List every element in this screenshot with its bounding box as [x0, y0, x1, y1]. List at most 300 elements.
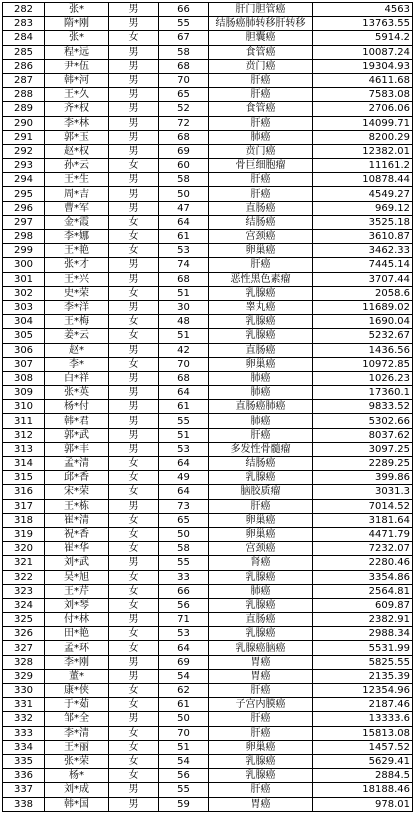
table-row[interactable]	[3, 740, 413, 754]
gender-cell[interactable]: 男	[109, 88, 159, 102]
diagnosis-cell[interactable]: 结肠癌肺转移肝转移	[209, 17, 313, 31]
amount-cell[interactable]: 13333.6	[313, 712, 413, 726]
age-cell[interactable]: 55	[159, 783, 209, 797]
patient-name-cell[interactable]: 崔*清	[45, 513, 109, 527]
amount-cell[interactable]: 17360.1	[313, 386, 413, 400]
patient-name-cell[interactable]: 孟*环	[45, 641, 109, 655]
patient-name-cell[interactable]: 金*霞	[45, 215, 109, 229]
row-number-cell[interactable]: 331	[3, 698, 45, 712]
gender-cell[interactable]: 女	[109, 570, 159, 584]
gender-cell[interactable]: 女	[109, 542, 159, 556]
diagnosis-cell[interactable]: 肝癌	[209, 73, 313, 87]
gender-cell[interactable]: 女	[109, 471, 159, 485]
diagnosis-cell[interactable]: 肝癌	[209, 428, 313, 442]
patient-name-cell[interactable]: 王*丽	[45, 740, 109, 754]
amount-cell[interactable]: 1436.56	[313, 343, 413, 357]
row-number-cell[interactable]: 313	[3, 442, 45, 456]
patient-name-cell[interactable]: 李*林	[45, 116, 109, 130]
gender-cell[interactable]: 男	[109, 442, 159, 456]
amount-cell[interactable]: 3031.3	[313, 485, 413, 499]
amount-cell[interactable]: 978.01	[313, 797, 413, 811]
age-cell[interactable]: 71	[159, 613, 209, 627]
diagnosis-cell[interactable]: 贲门癌	[209, 59, 313, 73]
diagnosis-cell[interactable]: 结肠癌	[209, 457, 313, 471]
gender-cell[interactable]: 女	[109, 584, 159, 598]
age-cell[interactable]: 58	[159, 542, 209, 556]
gender-cell[interactable]: 男	[109, 371, 159, 385]
age-cell[interactable]: 30	[159, 300, 209, 314]
diagnosis-cell[interactable]: 乳腺癌	[209, 471, 313, 485]
amount-cell[interactable]: 7583.08	[313, 88, 413, 102]
row-number-cell[interactable]: 305	[3, 329, 45, 343]
patient-name-cell[interactable]: 王*久	[45, 88, 109, 102]
amount-cell[interactable]: 2382.91	[313, 613, 413, 627]
gender-cell[interactable]: 男	[109, 201, 159, 215]
patient-name-cell[interactable]: 韩*国	[45, 797, 109, 811]
diagnosis-cell[interactable]: 骨巨细胞瘤	[209, 159, 313, 173]
gender-cell[interactable]: 女	[109, 286, 159, 300]
row-number-cell[interactable]: 327	[3, 641, 45, 655]
row-number-cell[interactable]: 329	[3, 669, 45, 683]
amount-cell[interactable]: 2187.46	[313, 698, 413, 712]
age-cell[interactable]: 55	[159, 17, 209, 31]
table-row[interactable]	[3, 45, 413, 59]
row-number-cell[interactable]: 286	[3, 59, 45, 73]
age-cell[interactable]: 69	[159, 144, 209, 158]
amount-cell[interactable]: 3181.64	[313, 513, 413, 527]
age-cell[interactable]: 55	[159, 414, 209, 428]
row-number-cell[interactable]: 307	[3, 357, 45, 371]
row-number-cell[interactable]: 306	[3, 343, 45, 357]
age-cell[interactable]: 66	[159, 3, 209, 17]
age-cell[interactable]: 54	[159, 754, 209, 768]
table-row[interactable]	[3, 371, 413, 385]
table-row[interactable]	[3, 116, 413, 130]
age-cell[interactable]: 64	[159, 386, 209, 400]
amount-cell[interactable]: 969.12	[313, 201, 413, 215]
diagnosis-cell[interactable]: 胃癌	[209, 655, 313, 669]
row-number-cell[interactable]: 284	[3, 31, 45, 45]
table-row[interactable]	[3, 386, 413, 400]
gender-cell[interactable]: 女	[109, 527, 159, 541]
diagnosis-cell[interactable]: 乳腺癌	[209, 754, 313, 768]
gender-cell[interactable]: 女	[109, 457, 159, 471]
table-row[interactable]	[3, 598, 413, 612]
age-cell[interactable]: 61	[159, 230, 209, 244]
row-number-cell[interactable]: 308	[3, 371, 45, 385]
row-number-cell[interactable]: 292	[3, 144, 45, 158]
diagnosis-cell[interactable]: 乳腺癌	[209, 329, 313, 343]
amount-cell[interactable]: 5232.67	[313, 329, 413, 343]
patient-name-cell[interactable]: 崔*华	[45, 542, 109, 556]
age-cell[interactable]: 42	[159, 343, 209, 357]
diagnosis-cell[interactable]: 胃癌	[209, 797, 313, 811]
amount-cell[interactable]: 5629.41	[313, 754, 413, 768]
amount-cell[interactable]: 1690.04	[313, 315, 413, 329]
patient-name-cell[interactable]: 赵*	[45, 343, 109, 357]
age-cell[interactable]: 58	[159, 173, 209, 187]
diagnosis-cell[interactable]: 肺癌	[209, 130, 313, 144]
table-row[interactable]	[3, 201, 413, 215]
table-row[interactable]	[3, 556, 413, 570]
table-row[interactable]	[3, 159, 413, 173]
row-number-cell[interactable]: 332	[3, 712, 45, 726]
gender-cell[interactable]: 男	[109, 343, 159, 357]
table-row[interactable]	[3, 315, 413, 329]
amount-cell[interactable]: 14099.71	[313, 116, 413, 130]
row-number-cell[interactable]: 334	[3, 740, 45, 754]
patient-name-cell[interactable]: 李*清	[45, 726, 109, 740]
patient-name-cell[interactable]: 孟*清	[45, 457, 109, 471]
amount-cell[interactable]: 10878.44	[313, 173, 413, 187]
age-cell[interactable]: 68	[159, 272, 209, 286]
table-row[interactable]	[3, 300, 413, 314]
amount-cell[interactable]: 8200.29	[313, 130, 413, 144]
age-cell[interactable]: 59	[159, 797, 209, 811]
table-row[interactable]	[3, 357, 413, 371]
patient-name-cell[interactable]: 刘*成	[45, 783, 109, 797]
row-number-cell[interactable]: 324	[3, 598, 45, 612]
table-row[interactable]	[3, 414, 413, 428]
gender-cell[interactable]: 男	[109, 499, 159, 513]
diagnosis-cell[interactable]: 肝癌	[209, 499, 313, 513]
patient-name-cell[interactable]: 邹*全	[45, 712, 109, 726]
gender-cell[interactable]: 男	[109, 428, 159, 442]
age-cell[interactable]: 51	[159, 740, 209, 754]
table-row[interactable]	[3, 769, 413, 783]
row-number-cell[interactable]: 290	[3, 116, 45, 130]
patient-name-cell[interactable]: 王*生	[45, 173, 109, 187]
age-cell[interactable]: 53	[159, 244, 209, 258]
row-number-cell[interactable]: 322	[3, 570, 45, 584]
age-cell[interactable]: 62	[159, 684, 209, 698]
table-row[interactable]	[3, 286, 413, 300]
diagnosis-cell[interactable]: 多发性骨髓瘤	[209, 442, 313, 456]
patient-name-cell[interactable]: 周*吉	[45, 187, 109, 201]
age-cell[interactable]: 64	[159, 457, 209, 471]
gender-cell[interactable]: 男	[109, 414, 159, 428]
patient-name-cell[interactable]: 祝*香	[45, 527, 109, 541]
diagnosis-cell[interactable]: 肝癌	[209, 258, 313, 272]
patient-name-cell[interactable]: 杨*付	[45, 400, 109, 414]
gender-cell[interactable]: 男	[109, 400, 159, 414]
age-cell[interactable]: 49	[159, 471, 209, 485]
patient-name-cell[interactable]: 刘*琴	[45, 598, 109, 612]
amount-cell[interactable]: 399.86	[313, 471, 413, 485]
row-number-cell[interactable]: 300	[3, 258, 45, 272]
age-cell[interactable]: 67	[159, 31, 209, 45]
diagnosis-cell[interactable]: 乳腺癌	[209, 627, 313, 641]
table-row[interactable]	[3, 442, 413, 456]
gender-cell[interactable]: 女	[109, 329, 159, 343]
patient-name-cell[interactable]: 李*	[45, 357, 109, 371]
table-row[interactable]	[3, 457, 413, 471]
patient-name-cell[interactable]: 齐*权	[45, 102, 109, 116]
patient-name-cell[interactable]: 李*洋	[45, 300, 109, 314]
table-row[interactable]	[3, 144, 413, 158]
patient-name-cell[interactable]: 韩*君	[45, 414, 109, 428]
gender-cell[interactable]: 男	[109, 116, 159, 130]
amount-cell[interactable]: 3707.44	[313, 272, 413, 286]
age-cell[interactable]: 64	[159, 485, 209, 499]
table-row[interactable]	[3, 3, 413, 17]
amount-cell[interactable]: 2058.6	[313, 286, 413, 300]
diagnosis-cell[interactable]: 肺癌	[209, 584, 313, 598]
amount-cell[interactable]: 12354.96	[313, 684, 413, 698]
gender-cell[interactable]: 男	[109, 173, 159, 187]
row-number-cell[interactable]: 315	[3, 471, 45, 485]
amount-cell[interactable]: 1026.23	[313, 371, 413, 385]
table-row[interactable]	[3, 627, 413, 641]
row-number-cell[interactable]: 282	[3, 3, 45, 17]
table-row[interactable]	[3, 428, 413, 442]
patient-name-cell[interactable]: 于*茹	[45, 698, 109, 712]
amount-cell[interactable]: 4563	[313, 3, 413, 17]
age-cell[interactable]: 50	[159, 527, 209, 541]
gender-cell[interactable]: 男	[109, 272, 159, 286]
age-cell[interactable]: 70	[159, 357, 209, 371]
patient-name-cell[interactable]: 郭*丰	[45, 442, 109, 456]
amount-cell[interactable]: 4549.27	[313, 187, 413, 201]
amount-cell[interactable]: 13763.55	[313, 17, 413, 31]
table-row[interactable]	[3, 102, 413, 116]
patient-name-cell[interactable]: 张*英	[45, 386, 109, 400]
table-row[interactable]	[3, 130, 413, 144]
diagnosis-cell[interactable]: 食管癌	[209, 102, 313, 116]
table-row[interactable]	[3, 513, 413, 527]
patient-name-cell[interactable]: 董*	[45, 669, 109, 683]
row-number-cell[interactable]: 317	[3, 499, 45, 513]
patient-name-cell[interactable]: 王*梅	[45, 315, 109, 329]
gender-cell[interactable]: 男	[109, 386, 159, 400]
row-number-cell[interactable]: 310	[3, 400, 45, 414]
patient-name-cell[interactable]: 杨*	[45, 769, 109, 783]
diagnosis-cell[interactable]: 贲门癌	[209, 144, 313, 158]
gender-cell[interactable]: 男	[109, 102, 159, 116]
amount-cell[interactable]: 2135.39	[313, 669, 413, 683]
table-row[interactable]	[3, 17, 413, 31]
table-row[interactable]	[3, 584, 413, 598]
diagnosis-cell[interactable]: 乳腺癌	[209, 570, 313, 584]
table-row[interactable]	[3, 258, 413, 272]
row-number-cell[interactable]: 291	[3, 130, 45, 144]
row-number-cell[interactable]: 302	[3, 286, 45, 300]
diagnosis-cell[interactable]: 卵巢癌	[209, 357, 313, 371]
patient-name-cell[interactable]: 赵*权	[45, 144, 109, 158]
patient-name-cell[interactable]: 李*刚	[45, 655, 109, 669]
table-row[interactable]	[3, 527, 413, 541]
age-cell[interactable]: 65	[159, 88, 209, 102]
amount-cell[interactable]: 609.87	[313, 598, 413, 612]
patient-name-cell[interactable]: 王*芹	[45, 584, 109, 598]
age-cell[interactable]: 60	[159, 159, 209, 173]
row-number-cell[interactable]: 321	[3, 556, 45, 570]
row-number-cell[interactable]: 326	[3, 627, 45, 641]
age-cell[interactable]: 58	[159, 45, 209, 59]
diagnosis-cell[interactable]: 乳腺癌	[209, 286, 313, 300]
amount-cell[interactable]: 3462.33	[313, 244, 413, 258]
row-number-cell[interactable]: 311	[3, 414, 45, 428]
diagnosis-cell[interactable]: 肝癌	[209, 712, 313, 726]
table-row[interactable]	[3, 31, 413, 45]
age-cell[interactable]: 56	[159, 769, 209, 783]
amount-cell[interactable]: 4471.79	[313, 527, 413, 541]
age-cell[interactable]: 68	[159, 371, 209, 385]
diagnosis-cell[interactable]: 乳腺癌	[209, 598, 313, 612]
row-number-cell[interactable]: 294	[3, 173, 45, 187]
gender-cell[interactable]: 女	[109, 513, 159, 527]
table-row[interactable]	[3, 641, 413, 655]
row-number-cell[interactable]: 309	[3, 386, 45, 400]
row-number-cell[interactable]: 319	[3, 527, 45, 541]
diagnosis-cell[interactable]: 子宫内膜癌	[209, 698, 313, 712]
gender-cell[interactable]: 男	[109, 187, 159, 201]
patient-name-cell[interactable]: 张*才	[45, 258, 109, 272]
amount-cell[interactable]: 10087.24	[313, 45, 413, 59]
gender-cell[interactable]: 男	[109, 73, 159, 87]
age-cell[interactable]: 64	[159, 641, 209, 655]
table-row[interactable]	[3, 542, 413, 556]
gender-cell[interactable]: 男	[109, 144, 159, 158]
diagnosis-cell[interactable]: 卵巢癌	[209, 527, 313, 541]
diagnosis-cell[interactable]: 乳腺癌	[209, 769, 313, 783]
diagnosis-cell[interactable]: 肝癌	[209, 783, 313, 797]
amount-cell[interactable]: 3610.87	[313, 230, 413, 244]
row-number-cell[interactable]: 335	[3, 754, 45, 768]
diagnosis-cell[interactable]: 宫颈癌	[209, 542, 313, 556]
diagnosis-cell[interactable]: 结肠癌	[209, 215, 313, 229]
amount-cell[interactable]: 7014.52	[313, 499, 413, 513]
age-cell[interactable]: 68	[159, 59, 209, 73]
patient-name-cell[interactable]: 张*	[45, 31, 109, 45]
gender-cell[interactable]: 男	[109, 130, 159, 144]
gender-cell[interactable]: 女	[109, 244, 159, 258]
patient-name-cell[interactable]: 付*林	[45, 613, 109, 627]
amount-cell[interactable]: 5914.2	[313, 31, 413, 45]
amount-cell[interactable]: 7232.07	[313, 542, 413, 556]
diagnosis-cell[interactable]: 肝癌	[209, 187, 313, 201]
table-row[interactable]	[3, 173, 413, 187]
row-number-cell[interactable]: 288	[3, 88, 45, 102]
amount-cell[interactable]: 1457.52	[313, 740, 413, 754]
amount-cell[interactable]: 9833.52	[313, 400, 413, 414]
row-number-cell[interactable]: 283	[3, 17, 45, 31]
patient-name-cell[interactable]: 尹*伍	[45, 59, 109, 73]
gender-cell[interactable]: 男	[109, 59, 159, 73]
age-cell[interactable]: 68	[159, 130, 209, 144]
age-cell[interactable]: 53	[159, 442, 209, 456]
gender-cell[interactable]: 女	[109, 740, 159, 754]
row-number-cell[interactable]: 298	[3, 230, 45, 244]
table-row[interactable]	[3, 655, 413, 669]
table-row[interactable]	[3, 712, 413, 726]
row-number-cell[interactable]: 289	[3, 102, 45, 116]
diagnosis-cell[interactable]: 睾丸癌	[209, 300, 313, 314]
table-row[interactable]	[3, 329, 413, 343]
patient-name-cell[interactable]: 孙*云	[45, 159, 109, 173]
diagnosis-cell[interactable]: 乳腺癌	[209, 315, 313, 329]
amount-cell[interactable]: 2988.34	[313, 627, 413, 641]
gender-cell[interactable]: 女	[109, 627, 159, 641]
amount-cell[interactable]: 11161.2	[313, 159, 413, 173]
amount-cell[interactable]: 3097.25	[313, 442, 413, 456]
diagnosis-cell[interactable]: 肺癌	[209, 386, 313, 400]
row-number-cell[interactable]: 323	[3, 584, 45, 598]
row-number-cell[interactable]: 301	[3, 272, 45, 286]
gender-cell[interactable]: 女	[109, 215, 159, 229]
row-number-cell[interactable]: 295	[3, 187, 45, 201]
age-cell[interactable]: 52	[159, 102, 209, 116]
gender-cell[interactable]: 男	[109, 613, 159, 627]
amount-cell[interactable]: 11689.02	[313, 300, 413, 314]
amount-cell[interactable]: 4611.68	[313, 73, 413, 87]
gender-cell[interactable]: 女	[109, 315, 159, 329]
gender-cell[interactable]: 男	[109, 45, 159, 59]
age-cell[interactable]: 72	[159, 116, 209, 130]
gender-cell[interactable]: 女	[109, 754, 159, 768]
patient-name-cell[interactable]: 曹*军	[45, 201, 109, 215]
row-number-cell[interactable]: 314	[3, 457, 45, 471]
row-number-cell[interactable]: 287	[3, 73, 45, 87]
row-number-cell[interactable]: 303	[3, 300, 45, 314]
age-cell[interactable]: 55	[159, 556, 209, 570]
diagnosis-cell[interactable]: 肾癌	[209, 556, 313, 570]
table-row[interactable]	[3, 187, 413, 201]
patient-name-cell[interactable]: 李*娜	[45, 230, 109, 244]
diagnosis-cell[interactable]: 卵巢癌	[209, 740, 313, 754]
gender-cell[interactable]: 女	[109, 159, 159, 173]
amount-cell[interactable]: 2884.5	[313, 769, 413, 783]
patient-name-cell[interactable]: 张*	[45, 3, 109, 17]
diagnosis-cell[interactable]: 恶性黑色素瘤	[209, 272, 313, 286]
gender-cell[interactable]: 男	[109, 3, 159, 17]
patient-name-cell[interactable]: 郭*玉	[45, 130, 109, 144]
row-number-cell[interactable]: 297	[3, 215, 45, 229]
gender-cell[interactable]: 男	[109, 655, 159, 669]
amount-cell[interactable]: 2289.25	[313, 457, 413, 471]
amount-cell[interactable]: 5825.55	[313, 655, 413, 669]
diagnosis-cell[interactable]: 肺癌	[209, 371, 313, 385]
amount-cell[interactable]: 10972.85	[313, 357, 413, 371]
amount-cell[interactable]: 2706.06	[313, 102, 413, 116]
amount-cell[interactable]: 7445.14	[313, 258, 413, 272]
gender-cell[interactable]: 男	[109, 669, 159, 683]
patient-name-cell[interactable]: 王*栋	[45, 499, 109, 513]
patient-name-cell[interactable]: 张*荣	[45, 754, 109, 768]
patient-name-cell[interactable]: 宋*荣	[45, 485, 109, 499]
age-cell[interactable]: 65	[159, 513, 209, 527]
amount-cell[interactable]: 19304.93	[313, 59, 413, 73]
table-row[interactable]	[3, 684, 413, 698]
diagnosis-cell[interactable]: 肝癌	[209, 684, 313, 698]
diagnosis-cell[interactable]: 直肠癌肺癌	[209, 400, 313, 414]
patient-name-cell[interactable]: 王*艳	[45, 244, 109, 258]
age-cell[interactable]: 51	[159, 286, 209, 300]
amount-cell[interactable]: 18188.46	[313, 783, 413, 797]
age-cell[interactable]: 54	[159, 669, 209, 683]
gender-cell[interactable]: 男	[109, 556, 159, 570]
gender-cell[interactable]: 女	[109, 31, 159, 45]
age-cell[interactable]: 56	[159, 598, 209, 612]
amount-cell[interactable]: 8037.62	[313, 428, 413, 442]
table-row[interactable]	[3, 400, 413, 414]
age-cell[interactable]: 50	[159, 187, 209, 201]
table-row[interactable]	[3, 499, 413, 513]
age-cell[interactable]: 47	[159, 201, 209, 215]
table-row[interactable]	[3, 485, 413, 499]
diagnosis-cell[interactable]: 卵巢癌	[209, 244, 313, 258]
patient-name-cell[interactable]: 吴*旭	[45, 570, 109, 584]
